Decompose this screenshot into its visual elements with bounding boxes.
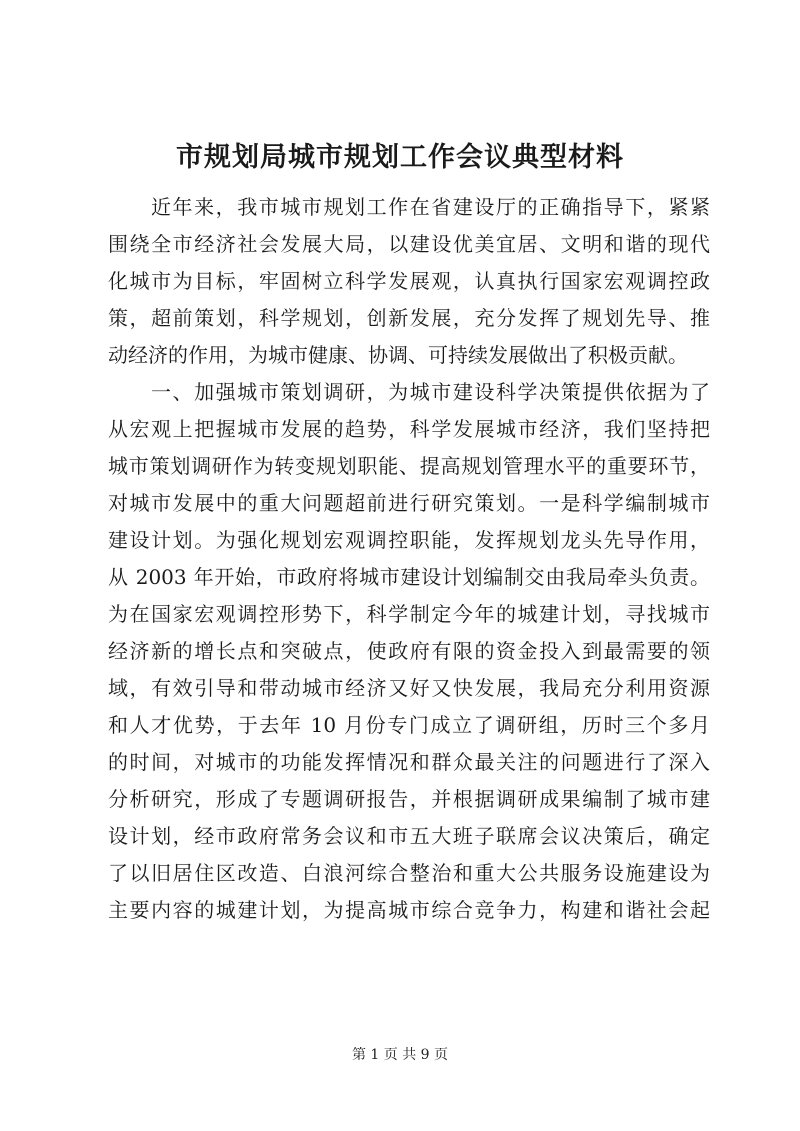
paragraph-line: 从宏观上把握城市发展的趋势，科学发展城市经济，我们坚持把 [108,417,710,441]
document-title: 市规划局城市规划工作会议典型材料 [176,142,624,173]
paragraph-line: 一、加强城市策划调研，为城市建设科学决策提供依据为了 [151,380,710,404]
paragraph-line: 了以旧居住区改造、白浪河综合整治和重大公共服务设施建设为 [108,861,710,885]
paragraph-line: 近年来，我市城市规划工作在省建设厅的正确指导下，紧紧 [151,195,710,219]
paragraph-line: 从 2003 年开始，市政府将城市建设计划编制交由我局牵头负责。 [108,565,710,589]
paragraph-line: 经济新的增长点和突破点，使政府有限的资金投入到最需要的领 [108,639,710,663]
paragraph-line: 城市策划调研作为转变规划职能、提高规划管理水平的重要环节， [108,454,710,478]
paragraph-line: 的时间，对城市的功能发挥情况和群众最关注的问题进行了深入 [108,750,710,774]
paragraph-line: 建设计划。为强化规划宏观调控职能，发挥规划龙头先导作用， [108,528,710,552]
paragraph-line: 对城市发展中的重大问题超前进行研究策划。一是科学编制城市 [108,491,710,515]
paragraph-line: 策，超前策划，科学规划，创新发展，充分发挥了规划先导、推 [108,306,710,330]
paragraph-line: 分析研究，形成了专题调研报告，并根据调研成果编制了城市建 [108,787,710,811]
document-body [108,189,710,929]
paragraph-line: 围绕全市经济社会发展大局，以建设优美宜居、文明和谐的现代 [108,232,710,256]
page-footer: 第 1 页 共 9 页 [351,1047,449,1063]
paragraph-line: 设计划，经市政府常务会议和市五大班子联席会议决策后，确定 [108,824,710,848]
paragraph-line: 和人才优势，于去年 10 月份专门成立了调研组，历时三个多月 [108,713,710,737]
paragraph-line: 域，有效引导和带动城市经济又好又快发展，我局充分利用资源 [108,676,710,700]
paragraph-line: 为在国家宏观调控形势下，科学制定今年的城建计划，寻找城市 [108,602,710,626]
paragraph-line: 主要内容的城建计划，为提高城市综合竞争力，构建和谐社会起 [108,898,710,922]
paragraph-line: 化城市为目标，牢固树立科学发展观，认真执行国家宏观调控政 [108,269,710,293]
paragraph-line: 动经济的作用，为城市健康、协调、可持续发展做出了积极贡献。 [108,343,688,367]
